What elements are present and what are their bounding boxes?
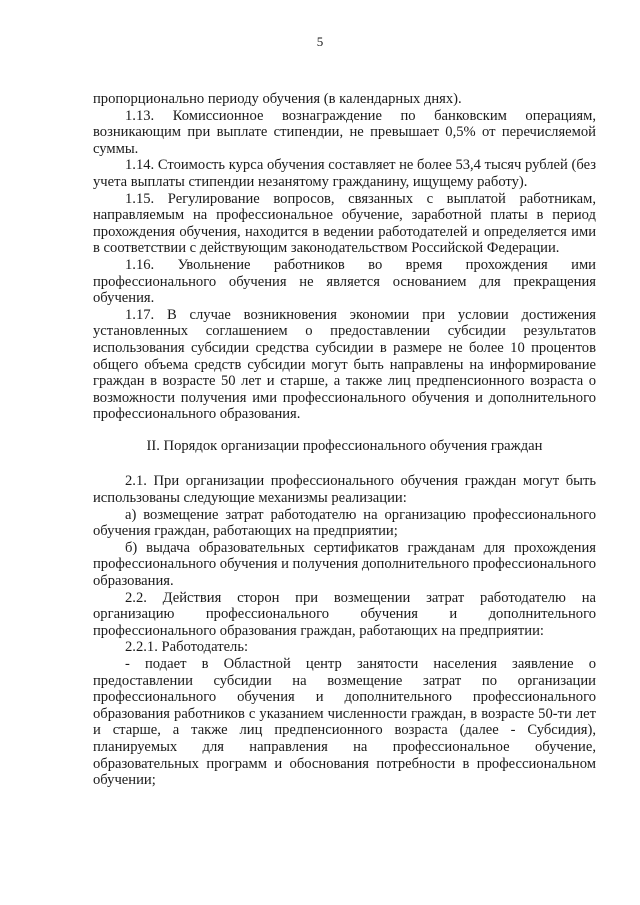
section-heading: II. Порядок организации профессионального обучения граждан <box>146 437 543 454</box>
paragraph-1-17: 1.17. В случае возникновения экономии при условии достижения установленных соглашением о предоставлении субсидии результатов использования субсидии средства субсидии в размере не более 10 процентов общего объема средств субсидии могут быть направлены на информирование граждан в возрасте 50 лет и старше, а также лиц предпенсионного возраста о возможности получения ими профессионального обучения и дополнительного профессионального образования. <box>93 306 596 423</box>
paragraph-2-1-b: б) выдача образовательных сертификатов гражданам для прохождения профессионального обучения и получения дополнительного профессионального образования. <box>93 539 596 590</box>
paragraph-2-2-1-item: - подает в Областной центр занятости населения заявление о предоставлении субсидии на возмещение затрат по организации профессионального обучения и дополнительного профессионального образования работников с указанием численности граждан, в возрасте 50-ти лет и старше, а также лиц предпенсионного возраста (далее - Субсидия), планируемых для направления на профессиональное обучение, образовательных программ и обоснования потребности в профессиональном обучении; <box>93 656 596 789</box>
document-body <box>93 91 596 789</box>
paragraph-1-13: 1.13. Комиссионное вознаграждение по банковским операциям, возникающим при выплате стипендии, не превышает 0,5% от перечисляемой суммы. <box>93 107 596 157</box>
paragraph-2-2: 2.2. Действия сторон при возмещении затрат работодателю на организацию профессионального обучения и дополнительного профессионального образования граждан, работающих на предприятии: <box>93 589 596 639</box>
page-number: 5 <box>316 34 324 49</box>
paragraph-1-15: 1.15. Регулирование вопросов, связанных с выплатой работникам, направляемым на профессиональное обучение, заработной платы в период прохождения обучения, находится в ведении работодателей и определяется ими в соответствии с действующим законодательством Российской Федерации. <box>93 190 596 257</box>
paragraph-1-14: 1.14. Стоимость курса обучения составляет не более 53,4 тысяч рублей (без учета выплаты стипендии незанятому гражданину, ищущему работу). <box>93 157 596 190</box>
paragraph-2-1: 2.1. При организации профессионального обучения граждан могут быть использованы следующие механизмы реализации: <box>93 473 596 507</box>
paragraph-2-1-a: а) возмещение затрат работодателю на организацию профессионального обучения граждан, работающих на предприятии; <box>93 506 596 540</box>
paragraph-2-2-1: 2.2.1. Работодатель: <box>125 639 249 656</box>
paragraph-continuation: пропорционально периоду обучения (в календарных днях). <box>93 91 462 107</box>
paragraph-1-16: 1.16. Увольнение работников во время прохождения ими профессионального обучения не является основанием для прекращения обучения. <box>93 256 596 307</box>
